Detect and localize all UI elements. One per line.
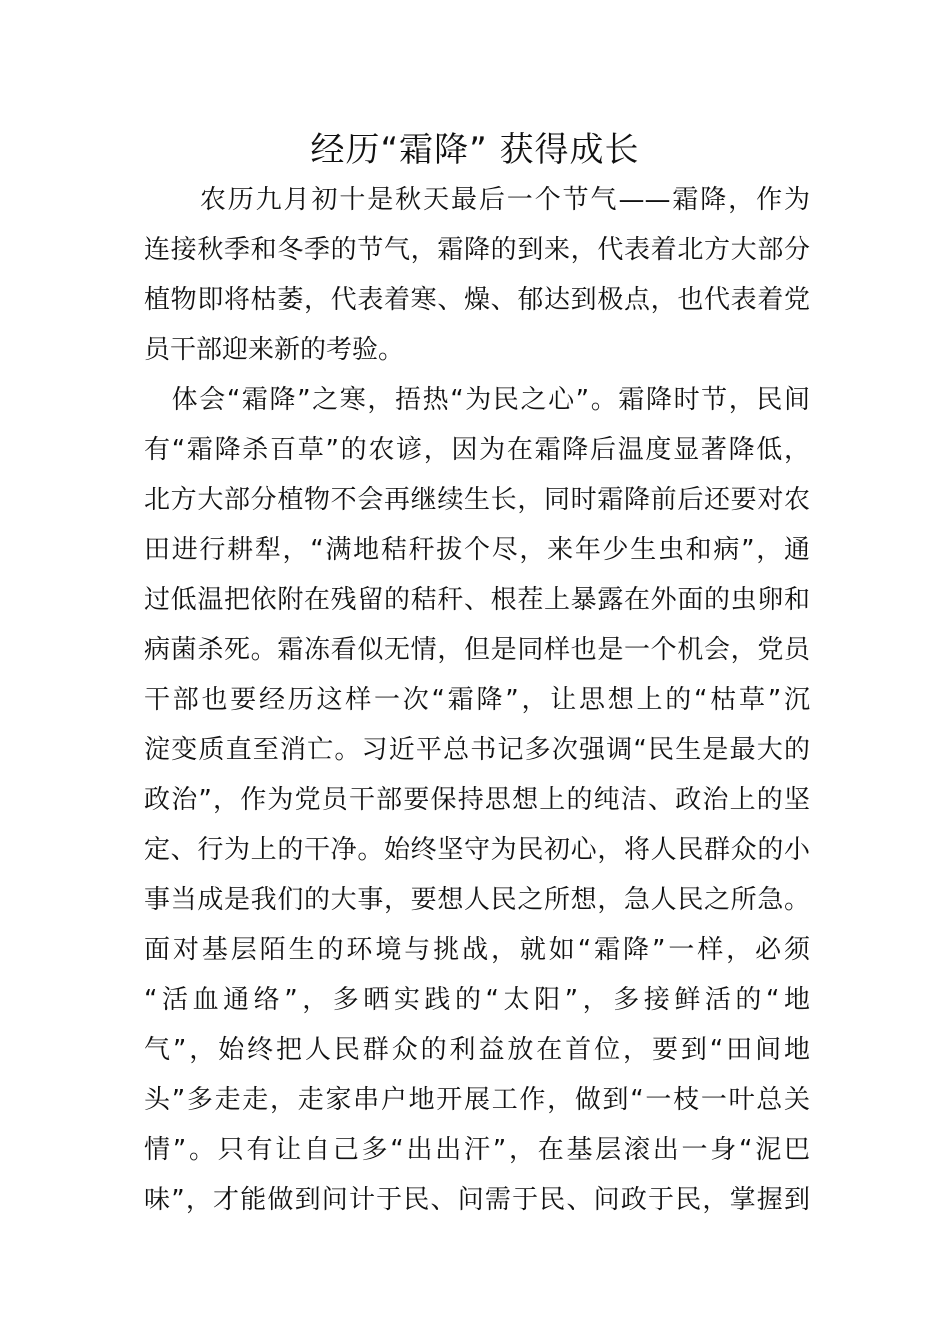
paragraph-line: 病菌杀死。霜冻看似无情，但是同样也是一个机会，党员 <box>144 635 810 665</box>
paragraph-line: 政治”，作为党员干部要保持思想上的纯洁、政治上的坚 <box>144 785 810 815</box>
paragraph-line: “活血通络”，多晒实践的“太阳”，多接鲜活的“地 <box>144 985 810 1015</box>
paragraph-line: 有“霜降杀百草”的农谚，因为在霜降后温度显著降低， <box>144 435 810 465</box>
paragraph-line: 植物即将枯萎，代表着寒、燥、郁达到极点，也代表着党 <box>144 285 810 315</box>
paragraph-line: 淀变质直至消亡。习近平总书记多次强调“民生是最大的 <box>144 735 810 765</box>
paragraph-line: 面对基层陌生的环境与挑战，就如“霜降”一样，必须 <box>144 935 810 965</box>
paragraph-line: 定、行为上的干净。始终坚守为民初心，将人民群众的小 <box>144 835 810 865</box>
paragraph-line: 田进行耕犁，“满地秸秆拔个尽，来年少生虫和病”，通 <box>144 535 810 565</box>
paragraph-line: 连接秋季和冬季的节气，霜降的到来，代表着北方大部分 <box>144 235 810 265</box>
paragraph-line: 员干部迎来新的考验。 <box>144 335 405 365</box>
paragraph-line: 事当成是我们的大事，要想人民之所想，急人民之所急。 <box>144 885 810 915</box>
paragraph-line: 农历九月初十是秋天最后一个节气——霜降，作为 <box>144 185 810 215</box>
paragraph-line: 味”，才能做到问计于民、问需于民、问政于民，掌握到 <box>144 1185 810 1215</box>
paragraph-line: 情”。只有让自己多“出出汗”，在基层滚出一身“泥巴 <box>144 1135 810 1165</box>
paragraph-line: 气”，始终把人民群众的利益放在首位，要到“田间地 <box>144 1035 810 1065</box>
document-title: 经历“霜降” 获得成长 <box>310 130 640 170</box>
paragraph-line: 北方大部分植物不会再继续生长，同时霜降前后还要对农 <box>144 485 810 515</box>
paragraph-line: 体会“霜降”之寒，捂热“为民之心”。霜降时节，民间 <box>144 385 810 415</box>
paragraph-line: 过低温把依附在残留的秸秆、根茬上暴露在外面的虫卵和 <box>144 585 810 615</box>
paragraph-line: 头”多走走，走家串户地开展工作，做到“一枝一叶总关 <box>144 1085 810 1115</box>
paragraph-line: 干部也要经历这样一次“霜降”，让思想上的“枯草”沉 <box>144 685 810 715</box>
